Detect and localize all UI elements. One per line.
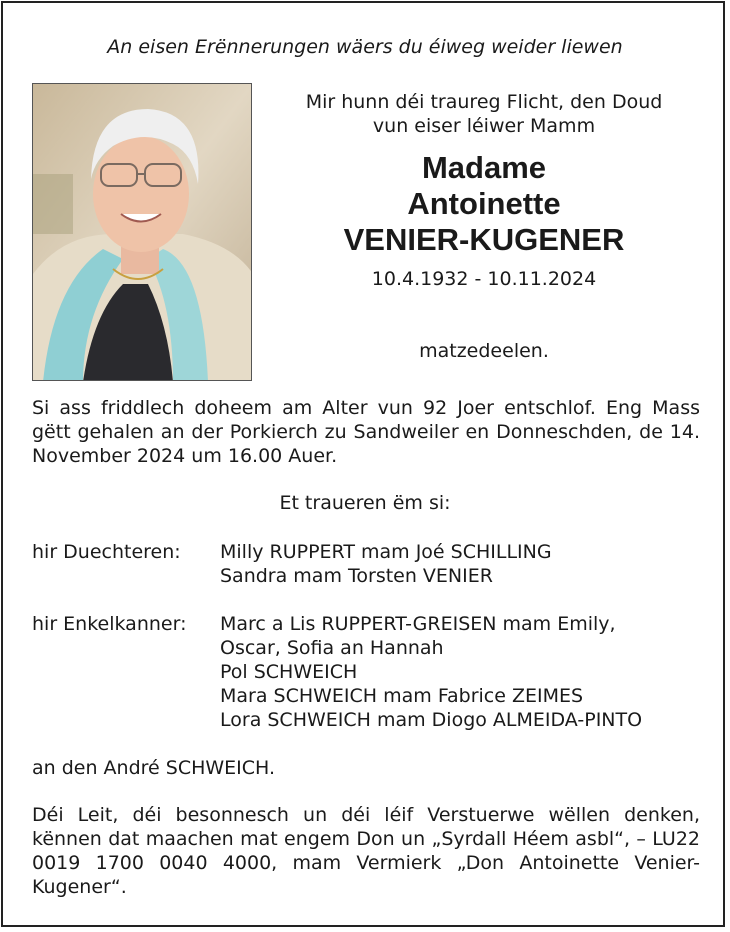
- announcement-header: [268, 90, 700, 290]
- intro-line-1: Mir hunn déi traureg Flicht, den Doud: [305, 91, 663, 113]
- grandchildren-label: hir Enkelkanner:: [32, 613, 187, 635]
- additional-mourner: an den André SCHWEICH.: [32, 757, 276, 779]
- mourners-title: Et traueren ëm si:: [279, 492, 451, 514]
- daughters-label: hir Duechteren:: [32, 541, 181, 563]
- list-item: Marc a Lis RUPPERT-GREISEN mam Emily,: [220, 613, 616, 635]
- list-item: Pol SCHWEICH: [220, 661, 358, 683]
- announcement-outro: matzedeelen.: [419, 340, 549, 362]
- list-item: Milly RUPPERT mam Joé SCHILLING: [220, 541, 552, 563]
- donation-paragraph: Déi Leit, déi besonnesch un déi léif Verstuerwe wëllen denken, kënnen dat maachen mat engem Don un „Syrdall Héem asbl“, – LU22 0019 1700 0040 4000, mam Vermierk „Don Antoinette Venier-Kugener“.: [32, 804, 700, 898]
- deceased-title: Madame: [421, 150, 547, 185]
- service-paragraph: Si ass friddlech doheem am Alter vun 92 Joer entschlof. Eng Mass gëtt gehalen an der Porkierch zu Sandweiler en Donneschden, de 14. November 2024 um 16.00 Auer.: [32, 397, 700, 467]
- grandchildren-list: [220, 612, 642, 732]
- motto: An eisen Erënnerungen wäers du éiweg weider liewen: [107, 36, 623, 58]
- list-item: Sandra mam Torsten VENIER: [220, 565, 493, 587]
- list-item: Lora SCHWEICH mam Diogo ALMEIDA-PINTO: [220, 709, 643, 731]
- daughters-list: [220, 540, 552, 588]
- intro-line-2: vun eiser léiwer Mamm: [372, 115, 596, 137]
- life-dates: 10.4.1932 - 10.11.2024: [371, 268, 597, 290]
- list-item: Oscar, Sofia an Hannah: [220, 637, 444, 659]
- portrait-photo: [32, 83, 252, 381]
- deceased-first-name: Antoinette: [407, 186, 561, 221]
- list-item: Mara SCHWEICH mam Fabrice ZEIMES: [220, 685, 584, 707]
- deceased-surname: VENIER-KUGENER: [343, 222, 625, 257]
